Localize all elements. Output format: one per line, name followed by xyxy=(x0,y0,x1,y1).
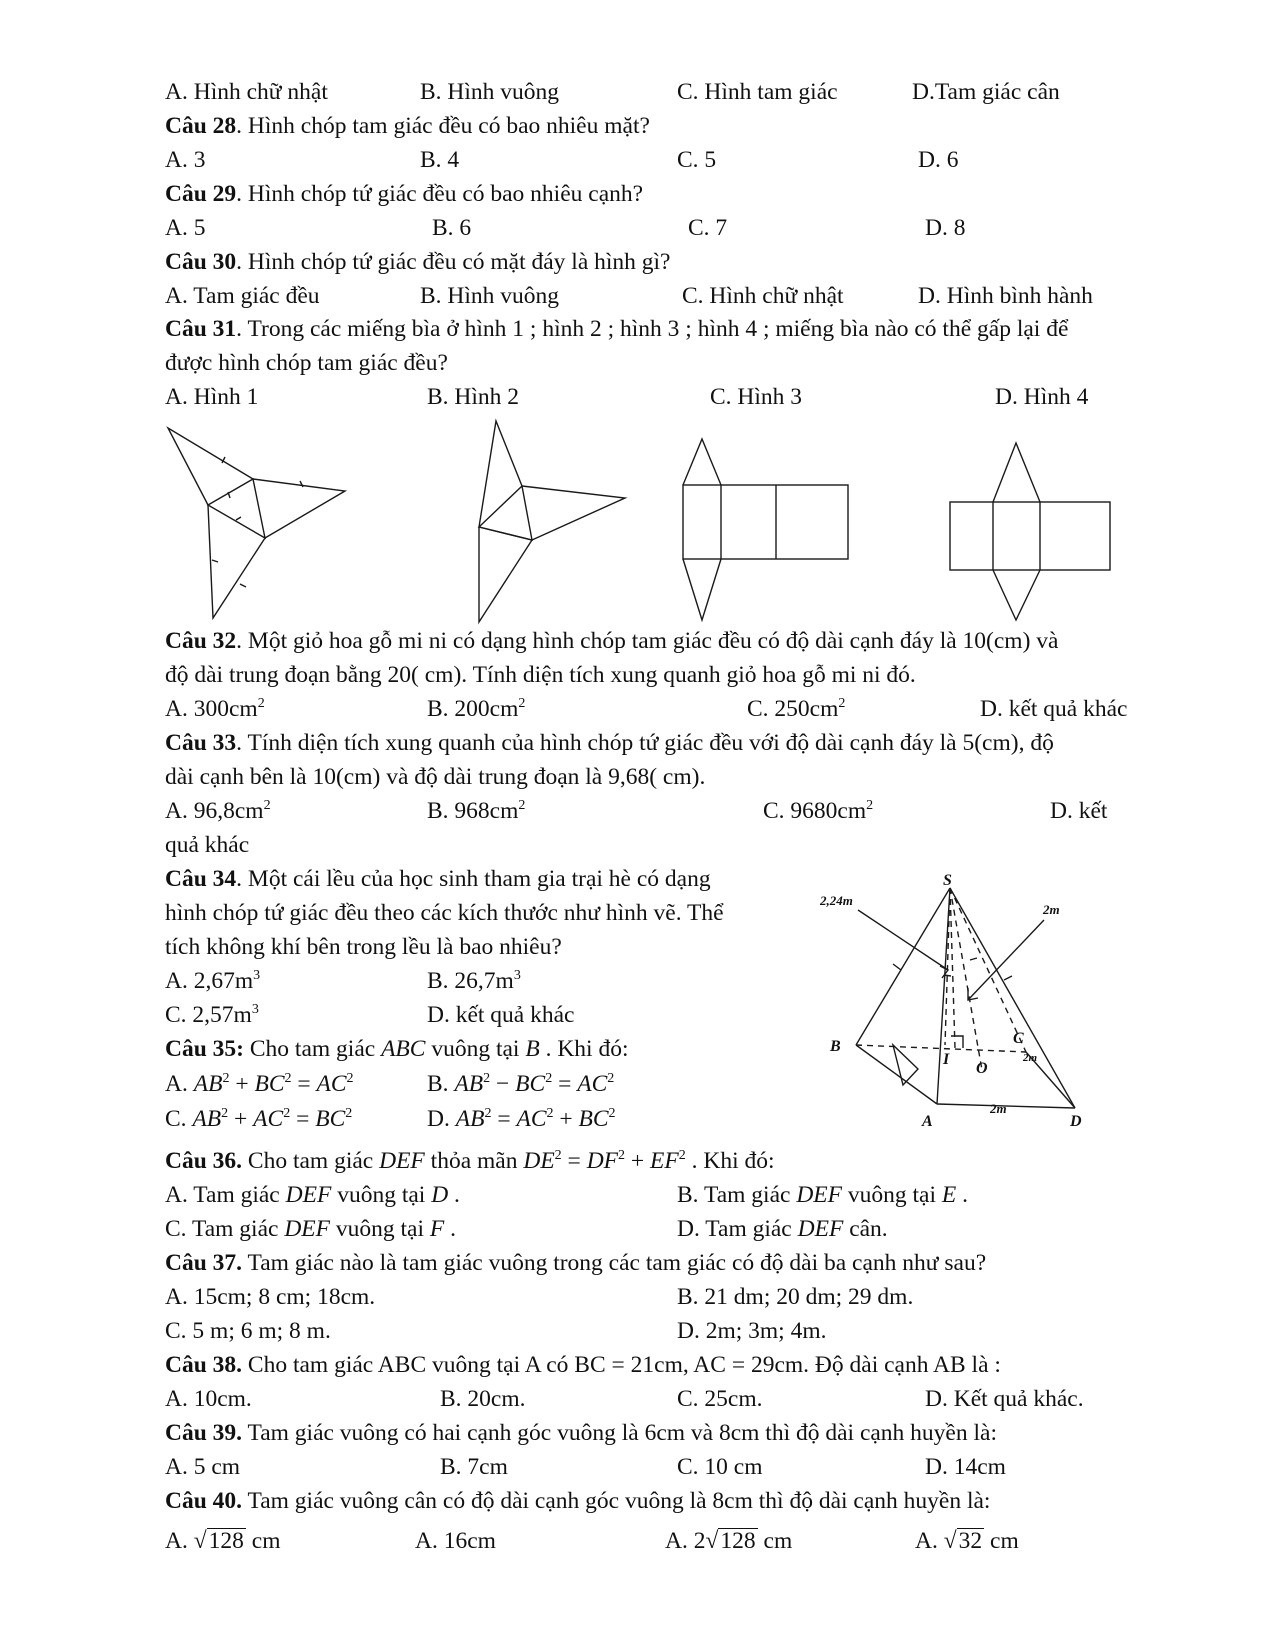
text-run: + xyxy=(229,1071,255,1097)
text-run: BC xyxy=(515,1071,546,1097)
text-run: 2 xyxy=(483,1071,491,1086)
tent-label-d: D xyxy=(1070,1113,1082,1130)
text-run: Tam giác nào là tam giác vuông trong các tam giác có độ dài ba cạnh như sau? xyxy=(242,1250,987,1276)
question-label: Câu 28 xyxy=(165,113,237,139)
question-label: Câu 35: xyxy=(165,1036,244,1062)
text-run: Cho tam giác xyxy=(242,1148,380,1174)
tent-label-a: A xyxy=(922,1113,933,1130)
text-run: . Một giỏ hoa gỗ mi ni có dạng hình chóp tam giác đều có độ dài cạnh đáy là 10(cm) và xyxy=(236,628,1059,654)
tent-label-ad: 2m xyxy=(990,1101,1007,1116)
text-run: B. Tam giác xyxy=(677,1182,797,1208)
text-run: C. Tam giác xyxy=(165,1216,285,1242)
text-run: cm xyxy=(245,1528,281,1554)
text-run: DEF xyxy=(797,1216,844,1242)
text-run: . Hình chóp tứ giác đều có bao nhiêu cạnh? xyxy=(236,181,644,207)
text-run: 3 xyxy=(251,1002,259,1017)
text-run: C. Hình chữ nhật xyxy=(682,283,844,309)
text-run: A. 5 xyxy=(165,215,206,241)
text-run: C. 2,57m xyxy=(165,1002,252,1028)
text-run: D xyxy=(431,1182,449,1208)
text-run: A. Hình chữ nhật xyxy=(165,79,328,105)
text-run: hình chóp tứ giác đều theo các kích thước như hình vẽ. Thể xyxy=(165,900,724,926)
text-run: C. 250cm xyxy=(747,696,839,722)
text-run: vuông tại xyxy=(425,1036,526,1062)
text-run: thỏa mãn xyxy=(424,1148,524,1174)
text-run: D. kết quả khác xyxy=(980,696,1128,722)
text-run: Tam giác vuông có hai cạnh góc vuông là 6cm và 8cm thì độ dài cạnh huyền là: xyxy=(242,1420,997,1446)
text-run: cm xyxy=(757,1528,793,1554)
question-label: Câu 33 xyxy=(165,730,237,756)
text-run: D. xyxy=(427,1106,456,1132)
tent-label-s: S xyxy=(943,872,952,889)
text-run: AC xyxy=(253,1106,284,1132)
text-run: = xyxy=(561,1148,587,1174)
text-run: ABC xyxy=(381,1036,426,1062)
text-run: 2 xyxy=(608,1106,616,1121)
text-run: cân. xyxy=(843,1216,888,1242)
text-run: cm xyxy=(984,1528,1019,1554)
text-run: D. 6 xyxy=(918,147,959,173)
text-run: 2 xyxy=(284,1071,292,1086)
text-run: vuông tại xyxy=(330,1216,430,1242)
text-run: BC xyxy=(254,1071,285,1097)
text-run: EF xyxy=(650,1148,679,1174)
radicand: 32 xyxy=(958,1528,983,1554)
text-run: DF xyxy=(586,1148,619,1174)
text-run: 2 xyxy=(678,1148,686,1163)
text-run: = xyxy=(291,1071,317,1097)
text-run: B. 21 dm; 20 dm; 29 dm. xyxy=(677,1284,914,1310)
tent-label-i: I xyxy=(943,1051,950,1068)
text-run: DE xyxy=(523,1148,555,1174)
text-run: A. xyxy=(165,1071,194,1097)
text-run: Tam giác vuông cân có độ dài cạnh góc vuông là 8cm thì độ dài cạnh huyền là: xyxy=(242,1488,991,1514)
text-run: BC xyxy=(578,1106,609,1132)
text-run: 2 xyxy=(607,1071,615,1086)
text-run: D.Tam giác cân xyxy=(912,79,1060,105)
text-run: 2 xyxy=(484,1106,492,1121)
text-run: 2 xyxy=(518,696,526,711)
text-run: = xyxy=(552,1071,578,1097)
text-run: A. xyxy=(165,1528,194,1554)
text-run: . Hình chóp tứ giác đều có mặt đáy là hình gì? xyxy=(236,249,671,275)
text-run: A. 2,67m xyxy=(165,968,254,994)
text-run: E xyxy=(941,1182,957,1208)
question-label: Câu 34 xyxy=(165,866,237,892)
text-run: D. Hình 4 xyxy=(995,384,1089,410)
text-run: C. 9680cm xyxy=(763,798,867,824)
text-run: D. 14cm xyxy=(925,1454,1006,1480)
question-label: Câu 31 xyxy=(165,316,237,342)
text-run: A. Tam giác đều xyxy=(165,283,320,309)
text-run: − xyxy=(490,1071,516,1097)
text-run: + xyxy=(228,1106,254,1132)
text-run: = xyxy=(290,1106,316,1132)
text-run: A. 96,8cm xyxy=(165,798,264,824)
text-run: D. Kết quả khác. xyxy=(925,1386,1084,1412)
text-run: C. xyxy=(165,1106,193,1132)
text-run: Cho tam giác ABC vuông tại A có BC = 21cm, AC = 29cm. Độ dài cạnh AB là : xyxy=(242,1352,1001,1378)
text-run: B. Hình 2 xyxy=(427,384,520,410)
text-run: AB xyxy=(454,1071,484,1097)
net-figure-3 xyxy=(683,439,848,620)
text-run: DEF xyxy=(284,1216,331,1242)
question-label: Câu 37. xyxy=(165,1250,243,1276)
text-run: AB xyxy=(193,1071,223,1097)
text-run: AC xyxy=(516,1106,547,1132)
text-run: B. 7cm xyxy=(440,1454,508,1480)
text-run: A. 15cm; 8 cm; 18cm. xyxy=(165,1284,376,1310)
text-run: D. 2m; 3m; 4m. xyxy=(677,1318,827,1344)
text-run: D. Tam giác xyxy=(677,1216,798,1242)
text-run: + xyxy=(553,1106,579,1132)
question-label: Câu 40. xyxy=(165,1488,243,1514)
net-figure-4 xyxy=(950,443,1110,620)
text-run: . xyxy=(448,1182,460,1208)
text-run: D. 8 xyxy=(925,215,966,241)
text-run: A. 5 cm xyxy=(165,1454,241,1480)
tent-label-slant: 2,24m xyxy=(820,893,853,908)
text-run: tích không khí bên trong lều là bao nhiêu? xyxy=(165,934,562,960)
text-run: dài cạnh bên là 10(cm) và độ dài trung đoạn là 9,68( cm). xyxy=(165,764,706,790)
text-run: vuông tại xyxy=(331,1182,432,1208)
text-run: B. 6 xyxy=(432,215,472,241)
text-run: 2 xyxy=(222,1071,230,1086)
text-run: A. 16cm xyxy=(415,1528,496,1554)
text-run: DEF xyxy=(796,1182,843,1208)
tent-label-c: C xyxy=(1013,1030,1024,1047)
text-run: 2 xyxy=(346,1071,354,1086)
text-run: BC xyxy=(315,1106,346,1132)
text-run: 2 xyxy=(554,1148,562,1163)
text-run: C. Hình tam giác xyxy=(677,79,838,105)
sqrt-sign: √ xyxy=(943,1528,957,1554)
text-run: 2 xyxy=(838,696,846,711)
text-run: B. 968cm xyxy=(427,798,519,824)
text-run: B. Hình vuông xyxy=(420,79,560,105)
text-run: DEF xyxy=(285,1182,332,1208)
text-run: 2 xyxy=(866,798,874,813)
text-run: B xyxy=(525,1036,540,1062)
text-run: . Khi đó: xyxy=(685,1148,775,1174)
text-run: 3 xyxy=(513,968,521,983)
text-run: độ dài trung đoạn bằng 20( cm). Tính diện tích xung quanh giỏ hoa gỗ mi ni đó. xyxy=(165,662,916,688)
text-run: vuông tại xyxy=(842,1182,942,1208)
text-run: A. 10cm. xyxy=(165,1386,252,1412)
text-run: 2 xyxy=(345,1106,353,1121)
text-run: C. Hình 3 xyxy=(710,384,803,410)
text-run: D. kết quả khác xyxy=(427,1002,575,1028)
text-run: + xyxy=(625,1148,651,1174)
text-run: D. Hình bình hành xyxy=(918,283,1093,309)
net-figure-2 xyxy=(479,421,625,622)
text-run: 2 xyxy=(283,1106,291,1121)
text-run: B. 20cm. xyxy=(440,1386,526,1412)
text-run: C. 5 m; 6 m; 8 m. xyxy=(165,1318,331,1344)
text-run: AC xyxy=(577,1071,608,1097)
question-label: Câu 32 xyxy=(165,628,237,654)
text-run: được hình chóp tam giác đều? xyxy=(165,350,448,376)
net-figure-1 xyxy=(168,428,345,618)
text-run: B. 4 xyxy=(420,147,460,173)
text-run: F xyxy=(429,1216,445,1242)
question-label: Câu 39. xyxy=(165,1420,243,1446)
text-run: . Một cái lều của học sinh tham gia trại hè có dạng xyxy=(236,866,711,892)
text-run: AC xyxy=(316,1071,347,1097)
text-run: 2 xyxy=(518,798,526,813)
text-run: . xyxy=(444,1216,456,1242)
text-run: . xyxy=(956,1182,968,1208)
text-run: B. Hình vuông xyxy=(420,283,560,309)
text-run: DEF xyxy=(379,1148,425,1174)
sqrt-sign: √ xyxy=(705,1528,719,1554)
text-run: AB xyxy=(455,1106,485,1132)
question-label: Câu 30 xyxy=(165,249,237,275)
text-run: C. 7 xyxy=(688,215,728,241)
text-run: A. Hình 1 xyxy=(165,384,259,410)
text-run: 3 xyxy=(253,968,261,983)
radicand: 128 xyxy=(720,1528,756,1554)
text-run: 2 xyxy=(546,1106,554,1121)
text-run: C. 25cm. xyxy=(677,1386,763,1412)
tent-pyramid-figure xyxy=(856,888,1075,1108)
text-run: 2 xyxy=(263,798,271,813)
tent-label-edge: 2m xyxy=(1043,902,1060,917)
text-run: A. 300cm xyxy=(165,696,258,722)
text-run: B. 26,7m xyxy=(427,968,514,994)
tent-label-cd: 2m xyxy=(1023,1052,1038,1064)
text-run: . Khi đó: xyxy=(539,1036,629,1062)
tent-label-o: O xyxy=(976,1060,988,1077)
tent-label-b: B xyxy=(830,1038,841,1055)
text-run: C. 10 cm xyxy=(677,1454,763,1480)
sqrt-sign: √ xyxy=(193,1528,207,1554)
text-run: . Trong các miếng bìa ở hình 1 ; hình 2 ; hình 3 ; hình 4 ; miếng bìa nào có thể gấp lại để xyxy=(236,316,1069,342)
text-run: C. 5 xyxy=(677,147,717,173)
text-run: B. xyxy=(427,1071,455,1097)
text-run: B. 200cm xyxy=(427,696,519,722)
question-label: Câu 29 xyxy=(165,181,237,207)
text-run: = xyxy=(491,1106,517,1132)
question-label: Câu 38. xyxy=(165,1352,243,1378)
text-run: 2 xyxy=(545,1071,553,1086)
text-run: A. 2 xyxy=(665,1528,706,1554)
text-run: 2 xyxy=(221,1106,229,1121)
text-run: Cho tam giác xyxy=(244,1036,382,1062)
text-run: 2 xyxy=(257,696,265,711)
text-run: A. 3 xyxy=(165,147,206,173)
text-run: quả khác xyxy=(165,832,250,858)
text-run: A. Tam giác xyxy=(165,1182,286,1208)
text-run: . Hình chóp tam giác đều có bao nhiêu mặt? xyxy=(236,113,650,139)
question-label: Câu 36. xyxy=(165,1148,243,1174)
text-run: D. kết xyxy=(1050,798,1108,824)
text-run: AB xyxy=(192,1106,222,1132)
text-run: A. xyxy=(915,1528,944,1554)
text-run: . Tính diện tích xung quanh của hình chóp tứ giác đều với độ dài cạnh đáy là 5(cm), độ xyxy=(236,730,1054,756)
radicand: 128 xyxy=(208,1528,244,1554)
text-run: 2 xyxy=(618,1148,626,1163)
